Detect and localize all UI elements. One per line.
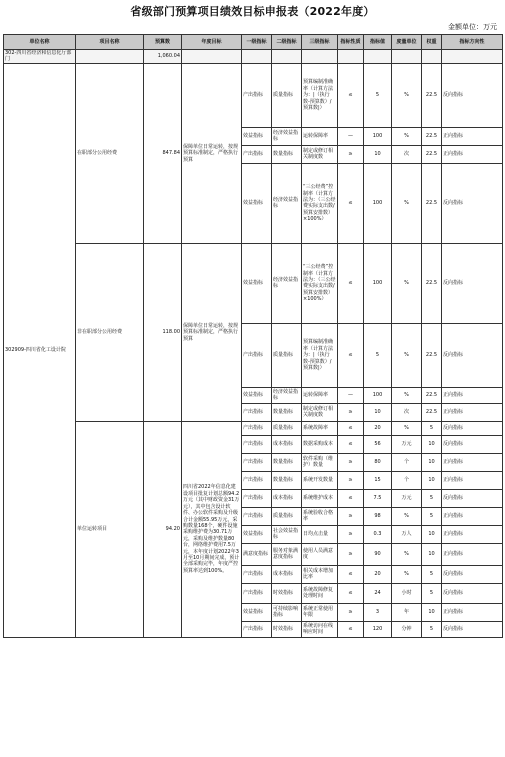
level3-indicator: 制定或修订相关制度数 [302, 145, 338, 163]
measure-unit: % [392, 163, 422, 243]
measure-unit: % [392, 127, 422, 145]
level2-indicator: 数量指标 [272, 471, 302, 489]
level1-indicator: 效益指标 [242, 525, 272, 543]
level3-indicator: 运转保障率 [302, 127, 338, 145]
measure-unit: 万元 [392, 489, 422, 507]
performance-target-table [3, 34, 503, 638]
indicator-value: 7.5 [364, 489, 392, 507]
level1-indicator: 产出指标 [242, 323, 272, 387]
weight: 22.5 [422, 403, 442, 421]
department-row [4, 50, 503, 64]
level2-indicator: 质量指标 [272, 63, 302, 127]
indicator-direction: 正向指标 [442, 145, 503, 163]
level1-indicator: 产出指标 [242, 507, 272, 525]
indicator-nature: ≤ [338, 243, 364, 323]
annual-goal: 保障单位日常运转，按规预算标准制定，严格执行预算 [182, 63, 242, 243]
indicator-nature: ≤ [338, 421, 364, 435]
level3-indicator: “三公经费”控制率（计算方法为：（三公经费实际支出数/预算安排数）×100%） [302, 163, 338, 243]
indicator-value: 56 [364, 435, 392, 453]
level2-indicator: 质量指标 [272, 507, 302, 525]
indicator-nature: ≤ [338, 63, 364, 127]
department-budget: 1,060.04 [144, 50, 182, 64]
indicator-direction: 反向指标 [442, 489, 503, 507]
level3-indicator: 系统访问在线响应时间 [302, 621, 338, 637]
header-cell: 权重 [422, 35, 442, 50]
table-row [4, 421, 503, 435]
level1-indicator: 效益指标 [242, 387, 272, 403]
level2-indicator: 时效指标 [272, 583, 302, 603]
measure-unit: 万人 [392, 525, 422, 543]
indicator-direction: 反向指标 [442, 583, 503, 603]
indicator-nature: ≤ [338, 583, 364, 603]
table-row [4, 63, 503, 127]
level3-indicator: “三公经费”控制率（计算方法为：（三公经费实际支出数/预算安排数）×100%） [302, 243, 338, 323]
project-budget: 847.84 [144, 63, 182, 243]
indicator-nature: — [338, 387, 364, 403]
indicator-value: 0.3 [364, 525, 392, 543]
level1-indicator: 效益指标 [242, 243, 272, 323]
indicator-direction: 正向指标 [442, 471, 503, 489]
level3-indicator: 系统维护成本 [302, 489, 338, 507]
measure-unit: 小时 [392, 583, 422, 603]
level2-indicator: 经济效益指标 [272, 243, 302, 323]
level3-indicator: 使用人员满意度 [302, 543, 338, 565]
weight: 22.5 [422, 323, 442, 387]
level3-indicator: 数据采购成本 [302, 435, 338, 453]
level2-indicator: 成本指标 [272, 565, 302, 583]
indicator-direction: 反向指标 [442, 63, 503, 127]
indicator-nature: ≥ [338, 453, 364, 471]
level1-indicator: 产出指标 [242, 403, 272, 421]
indicator-value: 100 [364, 163, 392, 243]
indicator-value: 10 [364, 403, 392, 421]
weight: 10 [422, 453, 442, 471]
level3-indicator: 系统故障修复处理时间 [302, 583, 338, 603]
indicator-nature: ≤ [338, 565, 364, 583]
measure-unit: 次 [392, 403, 422, 421]
level1-indicator: 产出指标 [242, 421, 272, 435]
indicator-direction: 反向指标 [442, 565, 503, 583]
measure-unit: % [392, 565, 422, 583]
table-row [4, 243, 503, 323]
indicator-direction: 正向指标 [442, 525, 503, 543]
header-cell: 项目名称 [76, 35, 144, 50]
indicator-value: 24 [364, 583, 392, 603]
header-cell: 度量单位 [392, 35, 422, 50]
indicator-value: 100 [364, 243, 392, 323]
level1-indicator: 产出指标 [242, 145, 272, 163]
level1-indicator: 效益指标 [242, 163, 272, 243]
weight: 22.5 [422, 145, 442, 163]
level2-indicator: 数量指标 [272, 403, 302, 421]
project-budget: 94.20 [144, 421, 182, 637]
measure-unit: % [392, 323, 422, 387]
weight: 10 [422, 525, 442, 543]
measure-unit: % [392, 387, 422, 403]
level2-indicator: 质量指标 [272, 421, 302, 435]
indicator-value: 15 [364, 471, 392, 489]
indicator-value: 20 [364, 565, 392, 583]
indicator-direction: 反向指标 [442, 621, 503, 637]
project-budget: 118.00 [144, 243, 182, 421]
measure-unit: % [392, 507, 422, 525]
measure-unit: 年 [392, 603, 422, 621]
weight: 5 [422, 621, 442, 637]
indicator-value: 120 [364, 621, 392, 637]
level1-indicator: 产出指标 [242, 565, 272, 583]
level2-indicator: 成本指标 [272, 489, 302, 507]
weight: 5 [422, 489, 442, 507]
weight: 22.5 [422, 387, 442, 403]
level3-indicator: 预算编制准确率（计算方法为：|（执行数-预算数）/预算数|） [302, 63, 338, 127]
measure-unit: 分钟 [392, 621, 422, 637]
header-cell: 年度目标 [182, 35, 242, 50]
level1-indicator: 产出指标 [242, 63, 272, 127]
level3-indicator: 软件采购（维护）数量 [302, 453, 338, 471]
indicator-nature: ≥ [338, 525, 364, 543]
indicator-direction: 反向指标 [442, 243, 503, 323]
header-cell: 指标值 [364, 35, 392, 50]
unit-name: 302909-四川省化工设计院 [4, 63, 76, 637]
indicator-direction: 正向指标 [442, 543, 503, 565]
level2-indicator: 可持续影响指标 [272, 603, 302, 621]
indicator-nature: ≥ [338, 543, 364, 565]
level3-indicator: 系统开发数量 [302, 471, 338, 489]
level1-indicator: 效益指标 [242, 127, 272, 145]
measure-unit: 次 [392, 145, 422, 163]
weight: 5 [422, 507, 442, 525]
measure-unit: % [392, 543, 422, 565]
indicator-direction: 反向指标 [442, 421, 503, 435]
indicator-value: 100 [364, 127, 392, 145]
weight: 5 [422, 565, 442, 583]
weight: 10 [422, 471, 442, 489]
annual-goal: 保障单位日常运转，按规预算标准制定，严格执行预算 [182, 243, 242, 421]
amount-unit-label: 金额单位：万元 [448, 23, 497, 31]
project-name: 单位运转项目 [76, 421, 144, 637]
level3-indicator: 运转保障率 [302, 387, 338, 403]
level1-indicator: 满意度指标 [242, 543, 272, 565]
indicator-value: 98 [364, 507, 392, 525]
header-cell: 单位名称 [4, 35, 76, 50]
level2-indicator: 数量指标 [272, 145, 302, 163]
weight: 22.5 [422, 163, 442, 243]
indicator-nature: ≤ [338, 163, 364, 243]
level2-indicator: 质量指标 [272, 323, 302, 387]
header-cell: 三级指标 [302, 35, 338, 50]
indicator-value: 10 [364, 145, 392, 163]
weight: 10 [422, 603, 442, 621]
level1-indicator: 产出指标 [242, 471, 272, 489]
indicator-value: 5 [364, 323, 392, 387]
indicator-direction: 正向指标 [442, 507, 503, 525]
measure-unit: % [392, 63, 422, 127]
level3-indicator: 制定或修订相关制度数 [302, 403, 338, 421]
weight: 22.5 [422, 127, 442, 145]
weight: 22.5 [422, 63, 442, 127]
level2-indicator: 经济效益指标 [272, 127, 302, 145]
project-name: 非在职部分公用经费 [76, 243, 144, 421]
level2-indicator: 经济效益指标 [272, 163, 302, 243]
indicator-direction: 正向指标 [442, 403, 503, 421]
indicator-nature: ≤ [338, 489, 364, 507]
level1-indicator: 效益指标 [242, 603, 272, 621]
indicator-nature: ≥ [338, 603, 364, 621]
weight: 22.5 [422, 243, 442, 323]
header-cell: 预算数 [144, 35, 182, 50]
indicator-nature: — [338, 127, 364, 145]
measure-unit: 个 [392, 471, 422, 489]
level1-indicator: 产出指标 [242, 621, 272, 637]
measure-unit: 万元 [392, 435, 422, 453]
indicator-direction: 反向指标 [442, 163, 503, 243]
indicator-nature: ≥ [338, 145, 364, 163]
measure-unit: % [392, 421, 422, 435]
indicator-direction: 正向指标 [442, 453, 503, 471]
indicator-value: 5 [364, 63, 392, 127]
indicator-direction: 正向指标 [442, 603, 503, 621]
header-cell: 一级指标 [242, 35, 272, 50]
indicator-nature: ≤ [338, 621, 364, 637]
level1-indicator: 产出指标 [242, 489, 272, 507]
level3-indicator: 系统故障率 [302, 421, 338, 435]
level3-indicator: 日均点击量 [302, 525, 338, 543]
level3-indicator: 预算编制准确率（计算方法为：|（执行数-预算数）/预算数|） [302, 323, 338, 387]
header-row [4, 35, 503, 50]
measure-unit: % [392, 243, 422, 323]
level1-indicator: 产出指标 [242, 435, 272, 453]
header-cell: 指标性质 [338, 35, 364, 50]
indicator-nature: ≥ [338, 507, 364, 525]
level3-indicator: 系统验收合格率 [302, 507, 338, 525]
department-name: 302-四川省经济和信息化厅部门 [4, 50, 76, 64]
annual-goal: 四川省2022年信息化建设项目批复计划总额94.2万元（其中财政资金31万元），其中包含设计软件、办公软件采购及升级合计金额55.95万元，采购数量168个，硬件设施采购维护费为30.71万元，采购及维护数量80台，网络维护费用7.5万元，本年度计划2022年3月至10月期间完成，预计全部采购完毕，年度严控预算率达到100%。 [182, 421, 242, 637]
level3-indicator: 相关成本增加比率 [302, 565, 338, 583]
indicator-direction: 反向指标 [442, 435, 503, 453]
level1-indicator: 产出指标 [242, 583, 272, 603]
indicator-value: 100 [364, 387, 392, 403]
level2-indicator: 社会效益指标 [272, 525, 302, 543]
page-title: 省级部门预算项目绩效目标申报表（2022年度） [130, 5, 375, 18]
header-cell: 二级指标 [272, 35, 302, 50]
header-cell: 指标方向性 [442, 35, 503, 50]
level2-indicator: 服务对象满意度指标 [272, 543, 302, 565]
measure-unit: 个 [392, 453, 422, 471]
level2-indicator: 成本指标 [272, 435, 302, 453]
indicator-value: 90 [364, 543, 392, 565]
indicator-value: 80 [364, 453, 392, 471]
level2-indicator: 经济效益指标 [272, 387, 302, 403]
weight: 10 [422, 543, 442, 565]
level2-indicator: 数量指标 [272, 453, 302, 471]
indicator-direction: 正向指标 [442, 387, 503, 403]
weight: 5 [422, 583, 442, 603]
indicator-nature: ≥ [338, 471, 364, 489]
indicator-value: 3 [364, 603, 392, 621]
level2-indicator: 时效指标 [272, 621, 302, 637]
level1-indicator: 产出指标 [242, 453, 272, 471]
weight: 10 [422, 435, 442, 453]
indicator-direction: 正向指标 [442, 127, 503, 145]
weight: 5 [422, 421, 442, 435]
level3-indicator: 系统正常使用年限 [302, 603, 338, 621]
indicator-direction: 反向指标 [442, 323, 503, 387]
indicator-nature: ≥ [338, 403, 364, 421]
indicator-nature: ≤ [338, 435, 364, 453]
indicator-value: 20 [364, 421, 392, 435]
project-name: 在职部分公用经费 [76, 63, 144, 243]
indicator-nature: ≤ [338, 323, 364, 387]
